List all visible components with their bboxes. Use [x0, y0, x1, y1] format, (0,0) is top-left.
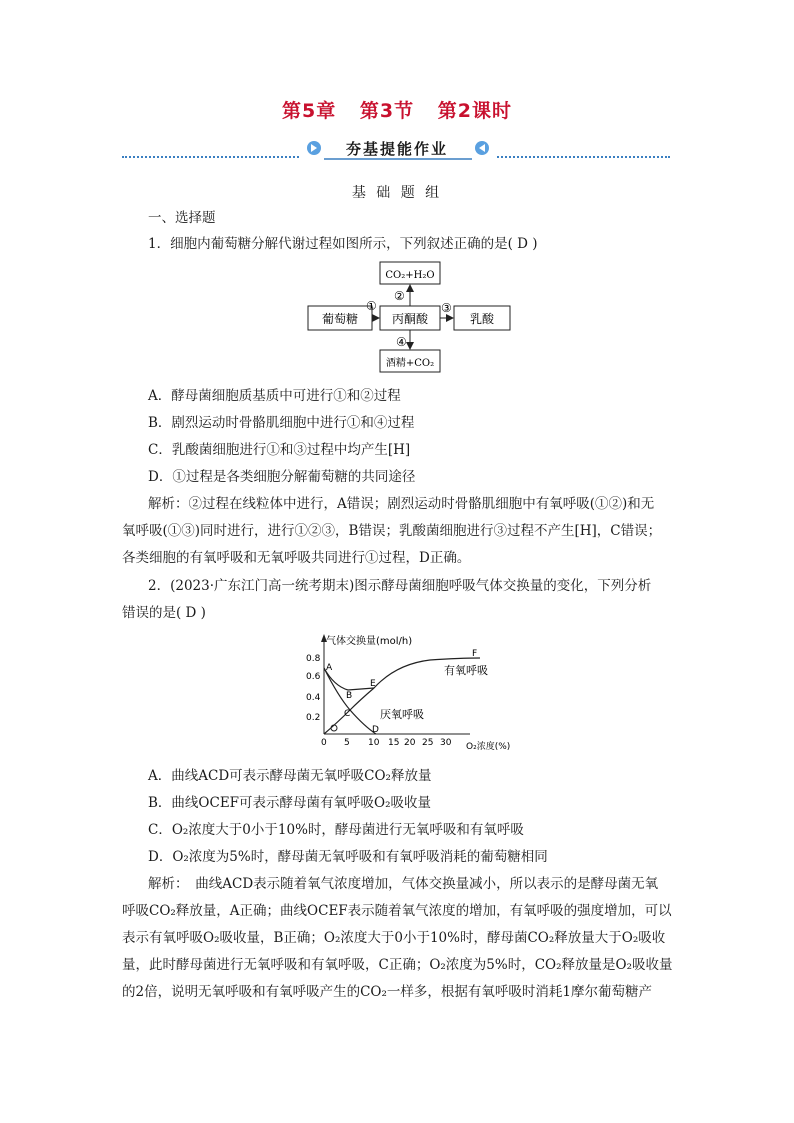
point-b-label: B — [346, 691, 353, 701]
x-tick-10: 10 — [368, 738, 380, 748]
q2-stem-line-2: 错误的是( D ) — [122, 605, 206, 621]
q2-option-a: A．曲线ACD可表示酵母菌无氧呼吸CO₂释放量 — [148, 768, 432, 784]
q2-option-b: B．曲线OCEF可表示酵母菌有氧呼吸O₂吸收量 — [148, 795, 432, 811]
q2-analysis-line-1: 解析： 曲线ACD表示随着氧气浓度增加，气体交换量减小，所以表示的是酵母菌无氧 — [148, 876, 659, 892]
y-tick-02: 0.2 — [306, 713, 321, 723]
point-d-label: D — [372, 725, 379, 735]
anaerobic-label: 厌氧呼吸 — [380, 708, 424, 721]
q2-analysis-line-5: 的2倍，说明无氧呼吸和有氧呼吸产生的CO₂一样多，根据有氧呼吸时消耗1摩尔葡萄糖产 — [122, 984, 652, 1000]
glucose-label: 葡萄糖 — [321, 312, 359, 326]
marker-4: ④ — [396, 335, 407, 349]
q2-gas-exchange-chart — [300, 630, 530, 756]
q2-analysis-line-2: 呼吸CO₂释放量，A正确；曲线OCEF表示随着氧气浓度的增加，有氧呼吸的强度增加，可以 — [122, 903, 672, 919]
lesson-label: 第2课时 — [437, 100, 512, 122]
point-c-label: C — [344, 709, 351, 719]
y-tick-08: 0.8 — [306, 654, 321, 664]
q2-analysis-line-3: 表示有氧呼吸O₂吸收量，B正确；O₂浓度大于0小于10%时，酵母菌CO₂释放量大于O₂吸收 — [122, 930, 666, 946]
q2-option-d: D．O₂浓度为5%时，酵母菌无氧呼吸和有氧呼吸消耗的葡萄糖相同 — [148, 849, 548, 865]
lactic-label: 乳酸 — [469, 312, 495, 326]
x-tick-15: 15 — [388, 738, 400, 748]
q1-analysis-line-2: 氧呼吸(①③)同时进行，进行①②③，B错误；乳酸菌细胞进行③过程不产生[H]，C错误； — [122, 523, 662, 539]
x-tick-20: 20 — [404, 738, 416, 748]
q1-analysis-line-3: 各类细胞的有氧呼吸和无氧呼吸共同进行①过程，D正确。 — [122, 550, 471, 566]
q1-option-d: D．①过程是各类细胞分解葡萄糖的共同途径 — [148, 469, 416, 485]
aerobic-label: 有氧呼吸 — [444, 664, 488, 677]
group-title: 基 础 题 组 — [351, 185, 443, 201]
q2-analysis-line-4: 量，此时酵母菌进行无氧呼吸和有氧呼吸，C正确；O₂浓度为5%时，CO₂释放量是O₂吸收量 — [122, 957, 673, 973]
point-a-label: A — [326, 663, 333, 673]
y-axis-label: 气体交换量(mol/h) — [326, 636, 413, 647]
x-tick-30: 30 — [440, 738, 452, 748]
page-title — [0, 96, 794, 123]
co2h2o-label: CO₂+H₂O — [385, 270, 435, 281]
section-label: 第3节 — [359, 100, 415, 122]
q1-stem: 1．细胞内葡萄糖分解代谢过程如图所示，下列叙述正确的是( D ) — [148, 236, 538, 252]
y-tick-06: 0.6 — [306, 672, 321, 682]
q2-stem-line-1: 2．(2023·广东江门高一统考期末)图示酵母菌细胞呼吸气体交换量的变化，下列分析 — [148, 578, 652, 594]
point-e-label: E — [370, 679, 376, 689]
x-tick-25: 25 — [422, 738, 434, 748]
pyruvate-label: 丙酮酸 — [391, 312, 429, 326]
y-tick-04: 0.4 — [306, 693, 321, 703]
q1-option-b: B．剧烈运动时骨骼肌细胞中进行①和④过程 — [148, 415, 415, 431]
q1-option-c: C．乳酸菌细胞进行①和③过程中均产生[H] — [148, 442, 411, 458]
q1-analysis-line-1: 解析：②过程在线粒体中进行，A错误；剧烈运动时骨骼肌细胞中有氧呼吸(①②)和无 — [148, 496, 655, 512]
marker-1: ① — [366, 299, 377, 313]
alcohol-label: 酒精+CO₂ — [385, 358, 435, 369]
x-axis-label: O₂浓度(%) — [466, 742, 511, 752]
q1-option-a: A．酵母菌细胞质基质中可进行①和②过程 — [148, 388, 401, 404]
x-tick-5: 5 — [344, 738, 350, 748]
chapter-label: 第5章 — [282, 100, 337, 122]
anaerobic-curve-acd — [324, 668, 376, 734]
x-tick-0: 0 — [321, 738, 327, 748]
marker-2: ② — [394, 289, 405, 303]
section-title: 一、选择题 — [148, 210, 216, 226]
marker-3: ③ — [441, 301, 452, 315]
point-f-label: F — [472, 649, 478, 659]
q2-option-c: C．O₂浓度大于0小于10%时，酵母菌进行无氧呼吸和有氧呼吸 — [148, 822, 524, 838]
banner-title: 夯基提能作业 — [345, 140, 448, 158]
q1-metabolism-diagram — [300, 258, 520, 378]
